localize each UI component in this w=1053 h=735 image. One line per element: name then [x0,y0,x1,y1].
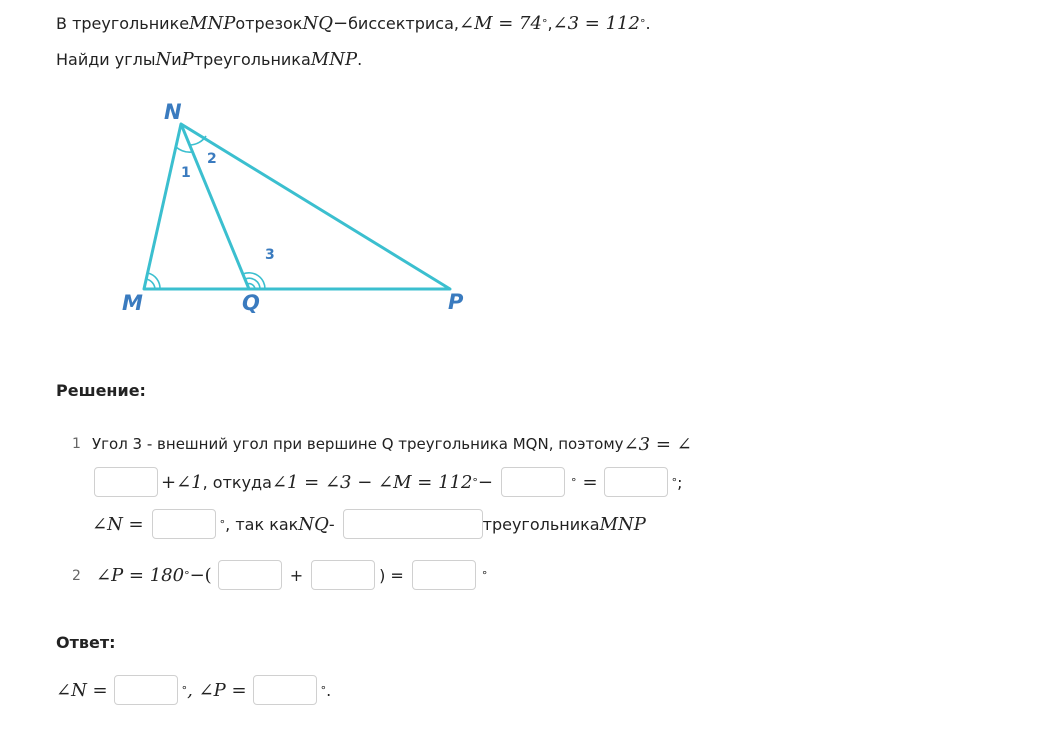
math-plus-angle-1: +∠1 [161,471,203,493]
degree: ° [219,517,226,531]
angle-1-label: 1 [181,165,191,181]
answer-heading: Ответ: [56,633,116,652]
vertex-q-label: Q [242,291,260,315]
math-angle-3-eq: ∠3 = ∠ [623,433,692,455]
answer-input-angle-n[interactable] [114,675,178,705]
text: , так как [225,514,299,534]
degree: ° [181,683,188,697]
answer-input-step2-angle-p[interactable] [412,560,476,590]
answer-input-angle-n-step[interactable] [152,509,216,539]
text-period: . [326,680,332,700]
step-2-line [96,559,487,591]
degree: ° [639,16,646,30]
text: биссектриса, [348,13,459,33]
answer-line [56,674,331,706]
answer-input-step2-angle-m[interactable] [311,560,375,590]
step-1-number: 1 [72,436,81,452]
vertex-m-label: M [122,291,143,315]
text: треугольника [193,49,311,69]
math-angle-p-eq: ∠P = 180 [96,564,185,586]
text-plus: + [289,565,304,585]
text: и [171,49,182,69]
degree: ° [671,475,678,489]
degree: ° [571,475,577,489]
bisector-nq [181,124,249,289]
text: . [357,49,363,69]
text: Найди углы [56,49,156,69]
degree: ° [320,683,327,697]
step-1-line-1 [92,430,692,458]
math-p: P [181,48,194,70]
solution-heading: Решение: [56,381,146,400]
degree: ° [472,475,478,489]
math-triangle: MNP [189,12,236,34]
math-angle-p-answer: , ∠P = [187,679,247,701]
angle-3-label: 3 [265,247,275,263]
answer-input-angle-nqm[interactable] [94,467,158,497]
angle-2-label: 2 [207,151,217,167]
math-minus-paren: −( [189,564,212,586]
math-n: N [155,48,172,70]
text: В треугольнике [56,13,190,33]
math-angle-m: ∠M = 74 [459,12,542,34]
math-segment: NQ [302,12,333,34]
answer-input-nq-role[interactable] [343,509,483,539]
text: отрезок [235,13,303,33]
text-close-eq: ) = [379,565,404,585]
math-minus: − [477,471,494,493]
step-1-line-2 [94,466,683,498]
math-mnp: MNP [599,513,646,535]
answer-input-subtrahend[interactable] [501,467,565,497]
math-angle-3: ∠3 = 112 [552,12,640,34]
answer-input-step2-angle-n[interactable] [218,560,282,590]
text: , [547,13,553,33]
answer-input-angle-p[interactable] [253,675,317,705]
text: Угол 3 - внешний угол при вершине Q треугольника MQN, поэтому [92,435,624,453]
math-equals: = [582,471,598,493]
math-angle-n-eq: ∠N = [92,513,144,535]
math-dash: − [332,12,349,34]
text: . [645,13,651,33]
vertex-n-label: N [164,100,182,124]
step-1-line-3 [92,508,646,540]
triangle-figure [0,0,520,330]
text: - [328,514,335,534]
text: треугольника [482,514,600,534]
step-2-number: 2 [72,568,81,584]
degree: ° [184,568,190,582]
math-angle-1-eq: ∠1 = ∠3 − ∠M = 112 [271,471,473,493]
text: ; [677,472,683,492]
math-triangle: MNP [310,48,358,70]
vertex-p-label: P [448,290,464,314]
text: , откуда [202,472,272,492]
degree: ° [481,568,488,582]
math-angle-n-answer: ∠N = [56,679,108,701]
math-nq: NQ [298,513,329,535]
degree: ° [541,16,548,30]
answer-input-angle-1[interactable] [604,467,668,497]
